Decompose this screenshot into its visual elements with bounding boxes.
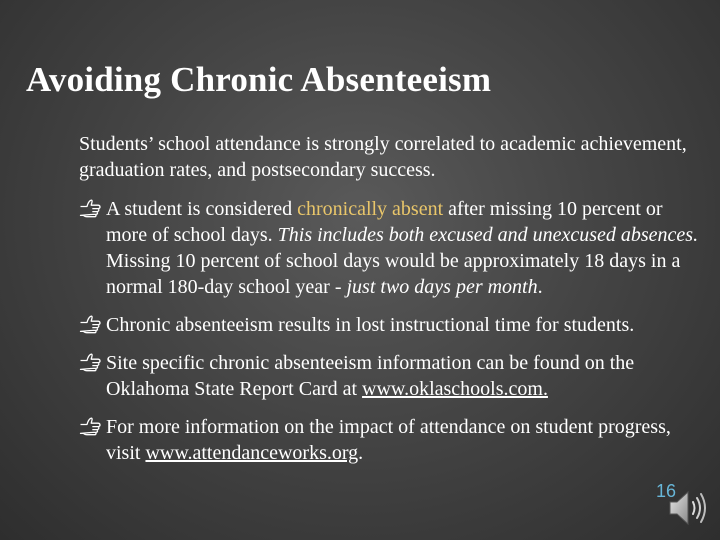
pointing-hand-icon [79, 198, 101, 218]
highlight-chronically-absent: chronically absent [297, 198, 444, 220]
pointing-hand-icon [79, 314, 101, 334]
intro-paragraph: Students’ school attendance is strongly correlated to academic achievement, graduation rates, and postsecondary success. [79, 133, 687, 181]
attendanceworks-link[interactable]: www.attendanceworks.org [145, 442, 359, 464]
emphasis-two-days: just two days per month [346, 276, 538, 298]
bullet-item-chronic-definition: A student is considered chronically absent after missing 10 percent or more of school days. This includes both excused and unexcused absences. Missing 10 percent of school days would be approximately 18 days in a normal 180-day school year - just two days per month. [79, 196, 699, 300]
page-number: 16 [656, 481, 677, 501]
bullet-item-more-info: For more information on the impact of attendance on student progress, visit www.attendanceworks.org. [79, 414, 699, 466]
slide-title: Avoiding Chronic Absenteeism [26, 60, 492, 99]
bullet-item-lost-time: Chronic absenteeism results in lost instructional time for students. [79, 312, 699, 338]
bullet-list [79, 196, 699, 466]
pointing-hand-icon [79, 352, 101, 372]
oklaschools-link[interactable]: www.oklaschools.com. [362, 378, 548, 400]
bullet-item-report-card: Site specific chronic absenteeism information can be found on the Oklahoma State Report Card at www.oklaschools.com. [79, 350, 699, 402]
speaker-icon[interactable] [666, 488, 712, 528]
emphasis-excused-unexcused: This includes both excused and unexcused absences. [277, 224, 699, 246]
pointing-hand-icon [79, 416, 101, 436]
